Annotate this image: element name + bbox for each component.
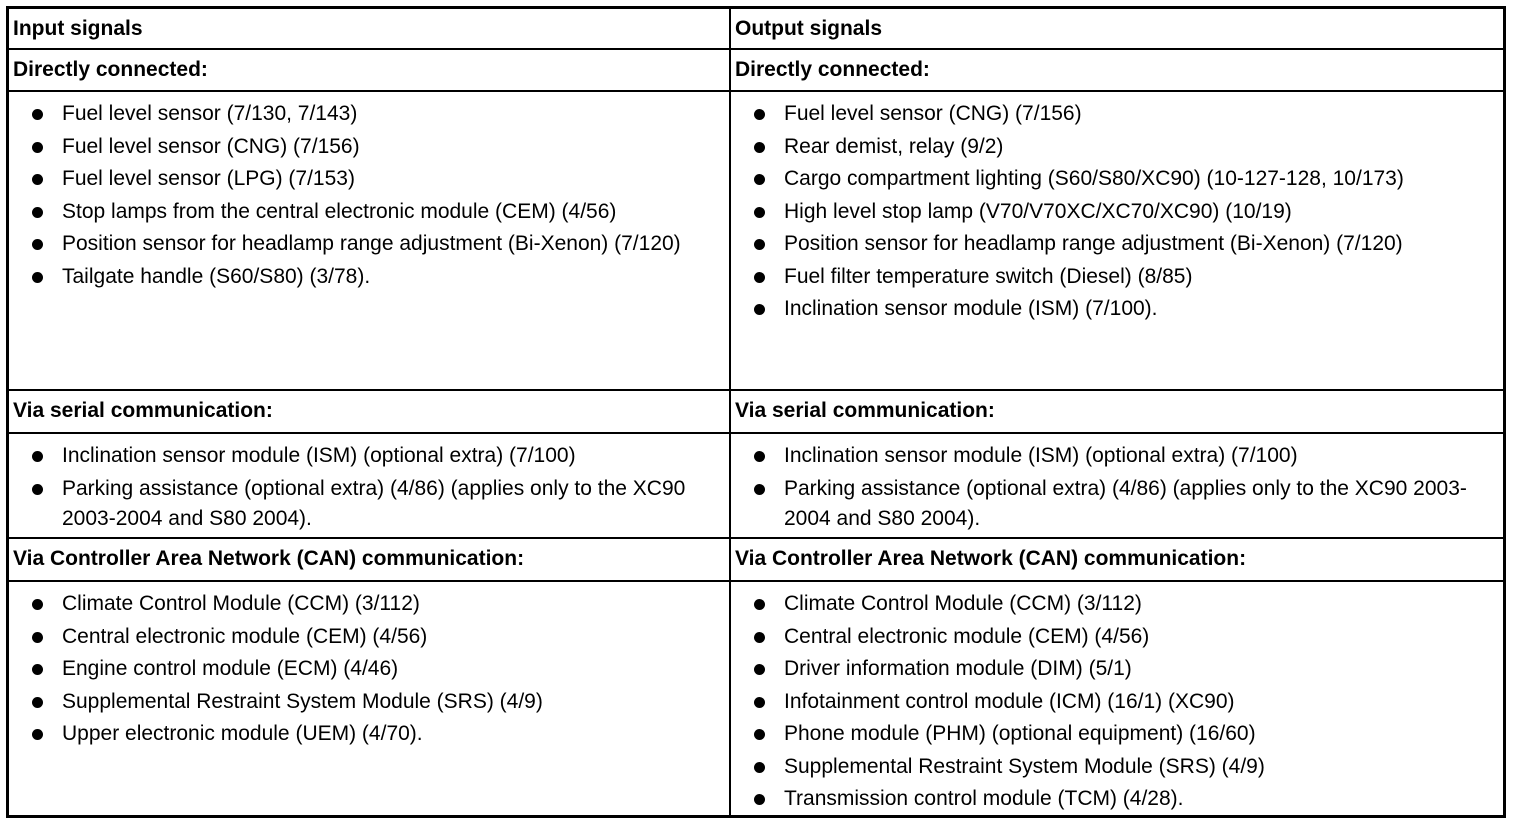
input-serial-list (9, 434, 729, 539)
bullet-icon (754, 207, 765, 218)
bullet-icon (754, 794, 765, 805)
list-item: Phone module (PHM) (optional equipment) (16/60) (731, 719, 1505, 750)
bullet-icon (32, 174, 43, 185)
bullet-icon (754, 632, 765, 643)
list-item: Driver information module (DIM) (5/1) (731, 654, 1505, 685)
list-item: Inclination sensor module (ISM) (7/100). (731, 294, 1505, 325)
list-item: Position sensor for headlamp range adjustment (Bi-Xenon) (7/120) (731, 229, 1505, 260)
bullet-icon (754, 599, 765, 610)
input-can-heading: Via Controller Area Network (CAN) communication: (9, 539, 729, 582)
list-item: Stop lamps from the central electronic module (CEM) (4/56) (9, 197, 729, 228)
bullet-icon (754, 697, 765, 708)
list-item: Parking assistance (optional extra) (4/86) (applies only to the XC90 2003-2004 and S80 2004). (731, 474, 1505, 535)
list-item: Parking assistance (optional extra) (4/86) (applies only to the XC90 2003-2004 and S80 2004). (9, 474, 729, 535)
list-item: Transmission control module (TCM) (4/28). (731, 784, 1505, 815)
bullet-icon (754, 729, 765, 740)
output-signals-column (729, 9, 1505, 815)
bullet-icon (754, 239, 765, 250)
signals-table (6, 6, 1506, 818)
list-item: Fuel level sensor (LPG) (7/153) (9, 164, 729, 195)
output-directly-connected-heading: Directly connected: (731, 50, 1505, 92)
output-can-heading: Via Controller Area Network (CAN) communication: (731, 539, 1505, 582)
bullet-icon (754, 174, 765, 185)
bullet-icon (754, 109, 765, 120)
input-can-list (9, 582, 729, 815)
input-directly-connected-list (9, 92, 729, 391)
bullet-icon (754, 304, 765, 315)
bullet-icon (754, 451, 765, 462)
list-item: Inclination sensor module (ISM) (optional extra) (7/100) (9, 441, 729, 472)
bullet-icon (32, 697, 43, 708)
bullet-icon (754, 484, 765, 495)
list-item: High level stop lamp (V70/V70XC/XC70/XC90) (10/19) (731, 197, 1505, 228)
input-signals-column (9, 9, 729, 815)
list-item: Upper electronic module (UEM) (4/70). (9, 719, 729, 750)
list-item: Climate Control Module (CCM) (3/112) (9, 589, 729, 620)
bullet-icon (32, 109, 43, 120)
input-serial-heading: Via serial communication: (9, 391, 729, 434)
list-item: Supplemental Restraint System Module (SRS) (4/9) (9, 687, 729, 718)
output-serial-list (731, 434, 1505, 539)
list-item: Cargo compartment lighting (S60/S80/XC90) (10-127-128, 10/173) (731, 164, 1505, 195)
bullet-icon (32, 664, 43, 675)
bullet-icon (32, 239, 43, 250)
bullet-icon (32, 451, 43, 462)
list-item: Fuel level sensor (7/130, 7/143) (9, 99, 729, 130)
list-item: Position sensor for headlamp range adjustment (Bi-Xenon) (7/120) (9, 229, 729, 260)
bullet-icon (754, 142, 765, 153)
list-item: Inclination sensor module (ISM) (optional extra) (7/100) (731, 441, 1505, 472)
list-item: Central electronic module (CEM) (4/56) (731, 622, 1505, 653)
list-item: Rear demist, relay (9/2) (731, 132, 1505, 163)
bullet-icon (754, 272, 765, 283)
bullet-icon (32, 142, 43, 153)
bullet-icon (32, 632, 43, 643)
list-item: Supplemental Restraint System Module (SRS) (4/9) (731, 752, 1505, 783)
output-directly-connected-list (731, 92, 1505, 391)
list-item: Fuel filter temperature switch (Diesel) (8/85) (731, 262, 1505, 293)
bullet-icon (754, 664, 765, 675)
list-item: Fuel level sensor (CNG) (7/156) (9, 132, 729, 163)
output-can-list (731, 582, 1505, 815)
input-signals-title: Input signals (9, 9, 729, 50)
list-item: Infotainment control module (ICM) (16/1) (XC90) (731, 687, 1505, 718)
input-directly-connected-heading: Directly connected: (9, 50, 729, 92)
bullet-icon (32, 484, 43, 495)
list-item: Engine control module (ECM) (4/46) (9, 654, 729, 685)
bullet-icon (754, 762, 765, 773)
bullet-icon (32, 729, 43, 740)
list-item: Central electronic module (CEM) (4/56) (9, 622, 729, 653)
bullet-icon (32, 207, 43, 218)
list-item: Fuel level sensor (CNG) (7/156) (731, 99, 1505, 130)
bullet-icon (32, 272, 43, 283)
output-signals-title: Output signals (731, 9, 1505, 50)
list-item: Tailgate handle (S60/S80) (3/78). (9, 262, 729, 293)
output-serial-heading: Via serial communication: (731, 391, 1505, 434)
list-item: Climate Control Module (CCM) (3/112) (731, 589, 1505, 620)
bullet-icon (32, 599, 43, 610)
